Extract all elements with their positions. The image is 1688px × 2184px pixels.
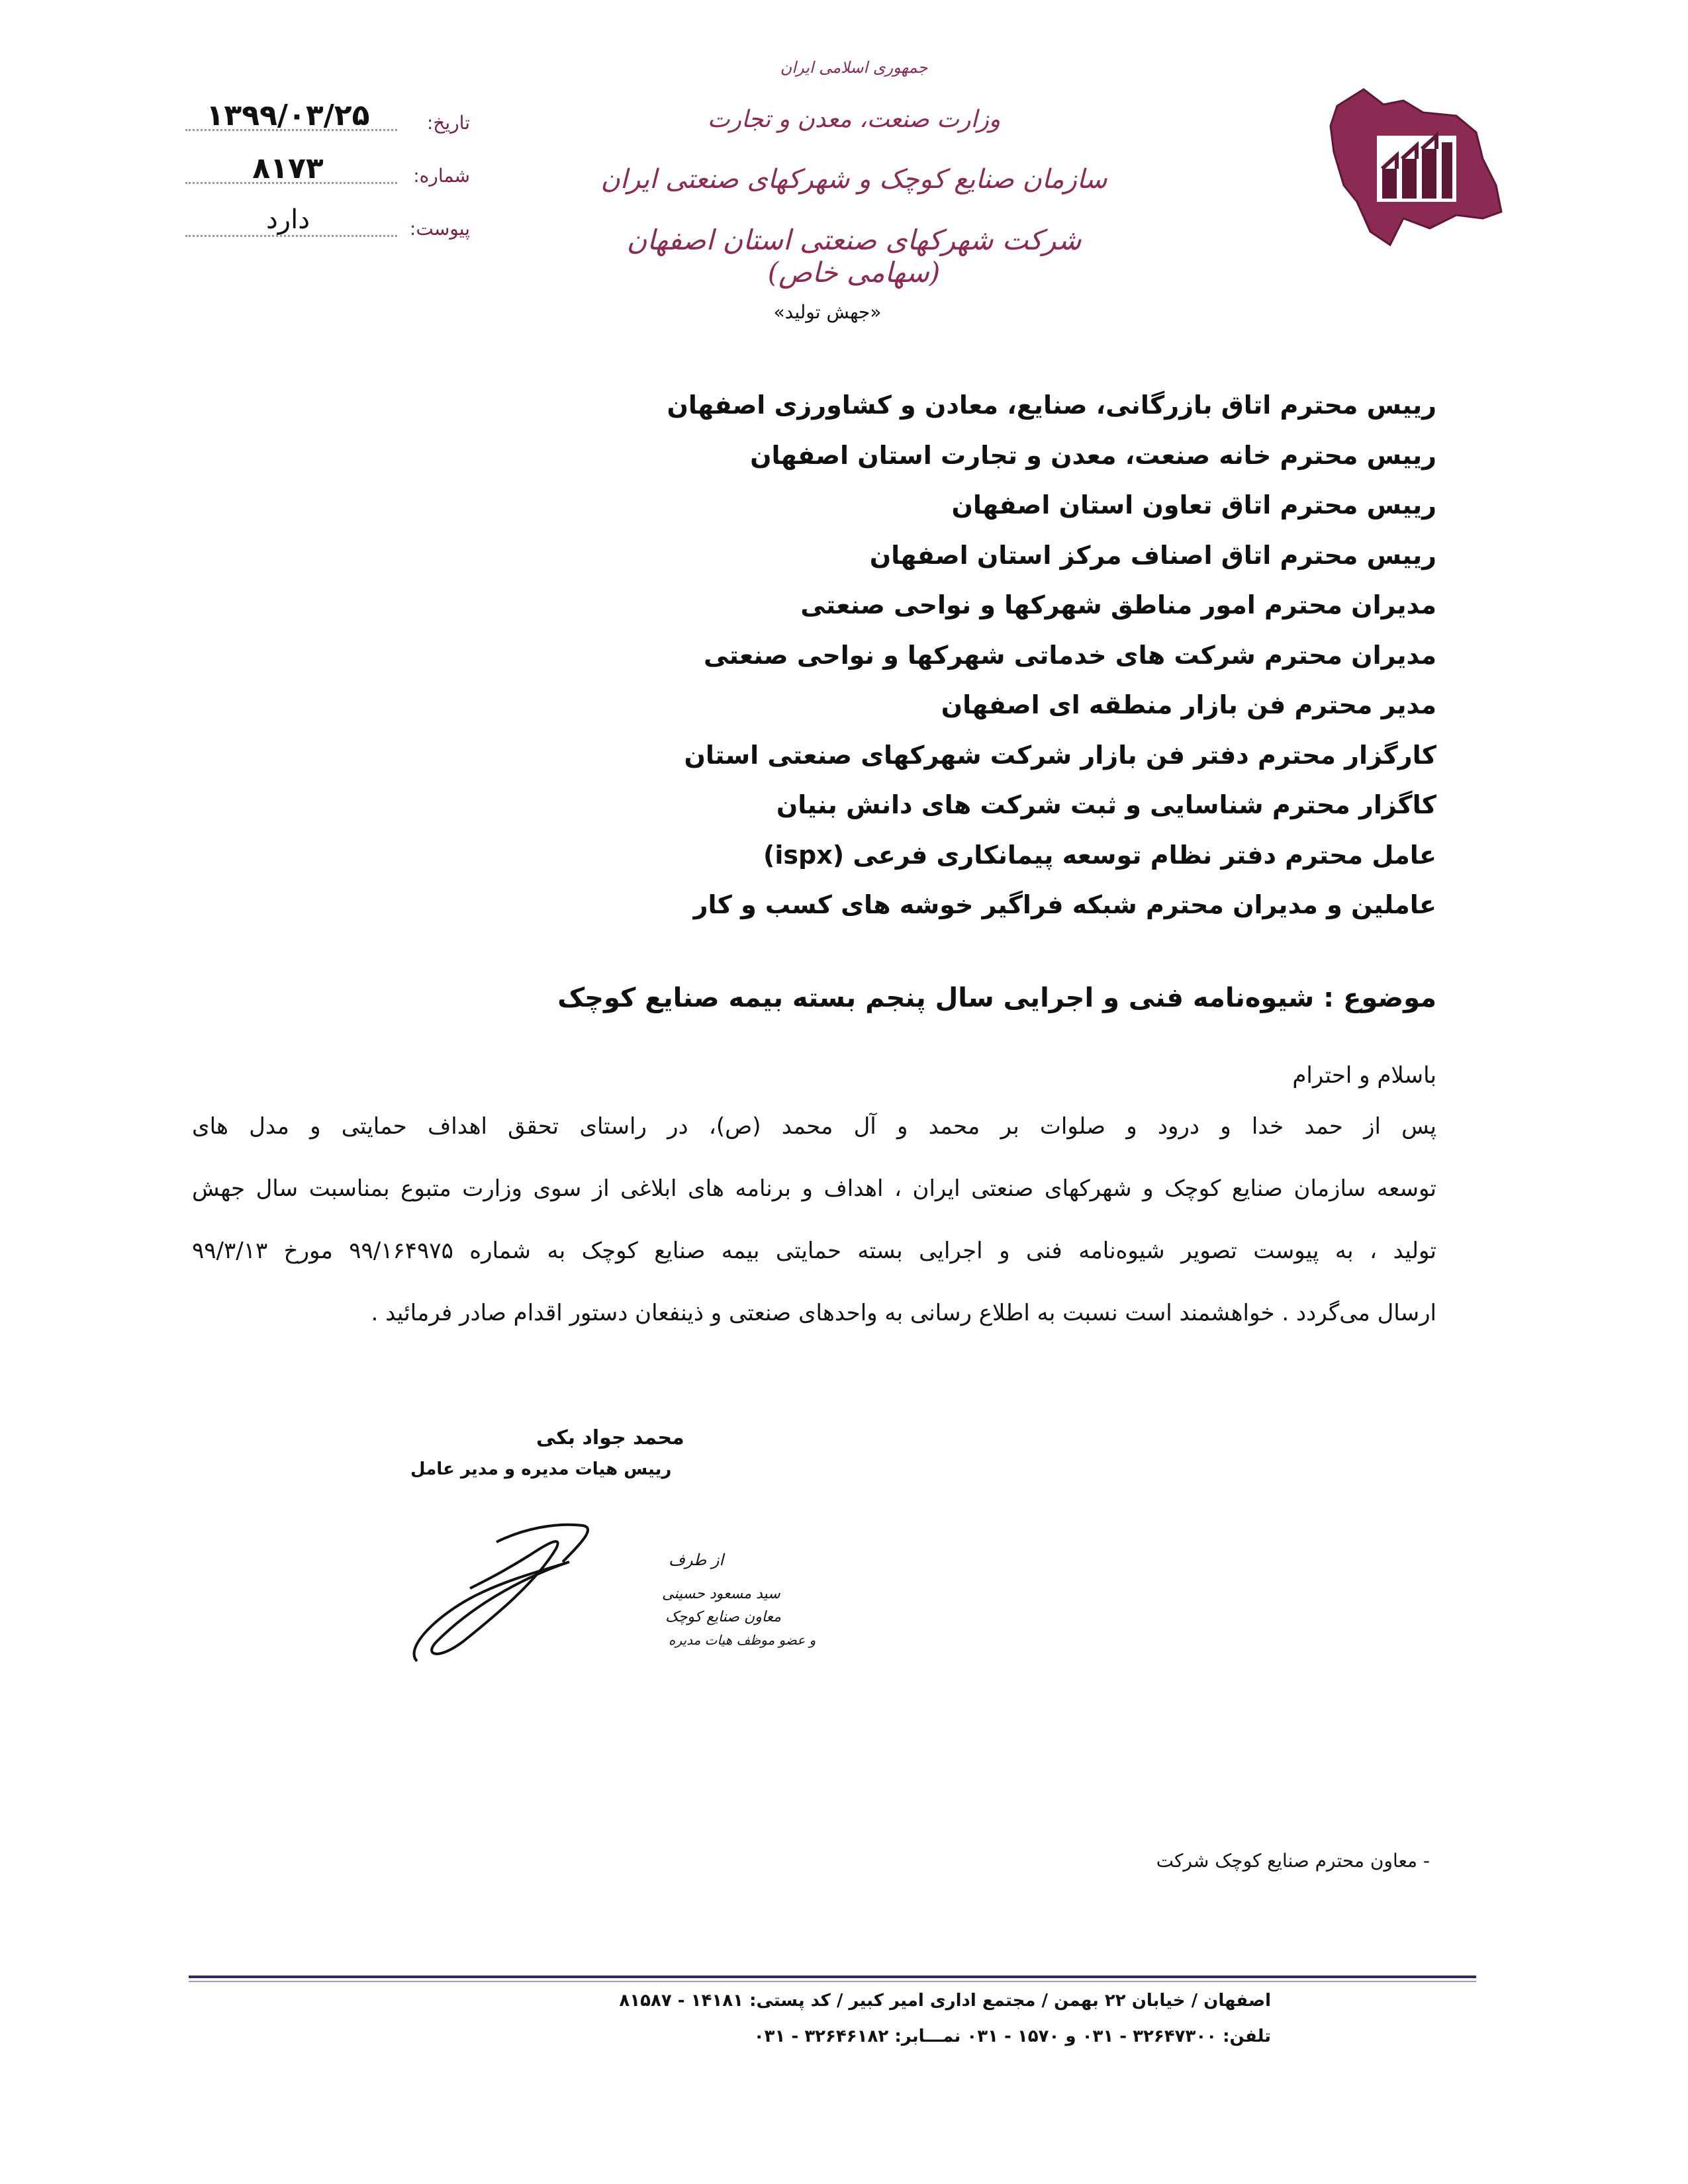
body-line: توسعه سازمان صنایع کوچک و شهرکهای صنعتی ایران ، اهداف و برنامه های ابلاغی از سوی وزارت متبوع بمناسبت سال جهش [192,1175,1436,1202]
footer-phones: تلفن: ۳۲۶۴۷۳۰۰ - ۰۳۱ و ۱۵۷۰ - ۰۳۱ نمـــابر: ۳۲۶۴۶۱۸۲ - ۰۳۱ [753,2026,1271,2046]
attachment-label: پیوست: [409,218,470,240]
signatory-name: محمد جواد بکی [536,1426,684,1449]
recipient-item: مدیران محترم امور مناطق شهرکها و نواحی صنعتی [800,590,1436,619]
subject-line: موضوع : شیوه‌نامه فنی و اجرایی سال پنجم بسته بیمه صنایع کوچک [557,983,1436,1013]
signature-note-line: از طرف [669,1551,724,1569]
footer-divider-thin [189,1981,1476,1982]
attachment-row [185,205,470,248]
recipient-item: رییس محترم اتاق بازرگانی، صنایع، معادن و کشاورزی اصفهان [667,390,1436,420]
letterhead-line-3: سازمان صنایع کوچک و شهرکهای صنعتی ایران [600,164,1107,195]
recipient-item: عامل محترم دفتر نظام توسعه پیمانکاری فرعی (ispx) [763,840,1436,870]
handwritten-signature [397,1502,816,1674]
recipient-item: رییس محترم اتاق اصناف مرکز استان اصفهان [869,540,1436,570]
organization-logo-icon [1324,86,1503,265]
greeting: باسلام و احترام [1292,1062,1436,1089]
recipient-item: رییس محترم خانه صنعت، معدن و تجارت استان اصفهان [750,440,1436,470]
letterhead-line-1: جمهوری اسلامی ایران [780,58,928,77]
slogan: «جهش تولید» [773,301,882,323]
attachment-value: دارد [265,205,310,235]
footer-address: اصفهان / خیابان ۲۲ بهمن / مجتمع اداری امیر کبیر / کد پستی: ۱۴۱۸۱ - ۸۱۵۸۷ [619,1991,1271,2011]
signatory-title: رییس هیات مدیره و مدیر عامل [410,1459,672,1479]
letterhead-line-2: وزارت صنعت، معدن و تجارت [707,106,1001,133]
recipient-item: عاملین و مدیران محترم شبکه فراگیر خوشه های کسب و کار [693,890,1436,919]
recipient-item: رییس محترم اتاق تعاون استان اصفهان [951,490,1436,520]
recipient-item: کاگزار محترم شناسایی و ثبت شرکت های دانش بنیان [776,790,1436,819]
recipient-item: کارگزار محترم دفتر فن بازار شرکت شهرکهای صنعتی استان [684,740,1436,770]
letterhead-line-4: شرکت شهرکهای صنعتی استان اصفهان (سهامی خاص) [626,224,1082,289]
date-value: ۱۳۹۹/۰۳/۲۵ [206,99,370,132]
body-line: ارسال می‌گردد . خواهشمند است نسبت به اطلاع رسانی به واحدهای صنعتی و ذینفعان دستور اقدام صادر فرمائید . [371,1300,1436,1326]
recipient-item: مدیر محترم فن بازار منطقه ای اصفهان [941,690,1436,719]
date-label: تاریخ: [426,112,470,134]
number-row [185,152,470,195]
signature-note-line: و عضو موظف هیات مدیره [669,1632,816,1648]
recipient-item: مدیران محترم شرکت های خدماتی شهرکها و نواحی صنعتی [704,640,1436,670]
attachment-dotted-line [185,235,397,237]
number-label: شماره: [413,165,470,187]
signature-note-line: معاون صنایع کوچک [665,1609,781,1625]
footer-divider [189,1976,1476,1978]
recipient-list [311,381,1436,931]
body-line: پس از حمد خدا و درود و صلوات بر محمد و آل محمد (ص)، در راستای تحقق اهداف حمایتی و مدل های [192,1113,1436,1140]
signature-note-line: سید مسعود حسینی [662,1586,780,1602]
body-line: تولید ، به پیوست تصویر شیوه‌نامه فنی و اجرایی بسته حمایتی بیمه صنایع کوچک به شماره ۹۹/۱۶۴۹۷۵ مورخ ۹۹/۳/۱۳ [192,1238,1436,1264]
date-row [185,99,470,142]
letter-body [192,1095,1436,1344]
cc-line: - معاون محترم صنایع کوچک شرکت [1156,1850,1430,1872]
number-value: ۸۱۷۳ [252,152,324,185]
